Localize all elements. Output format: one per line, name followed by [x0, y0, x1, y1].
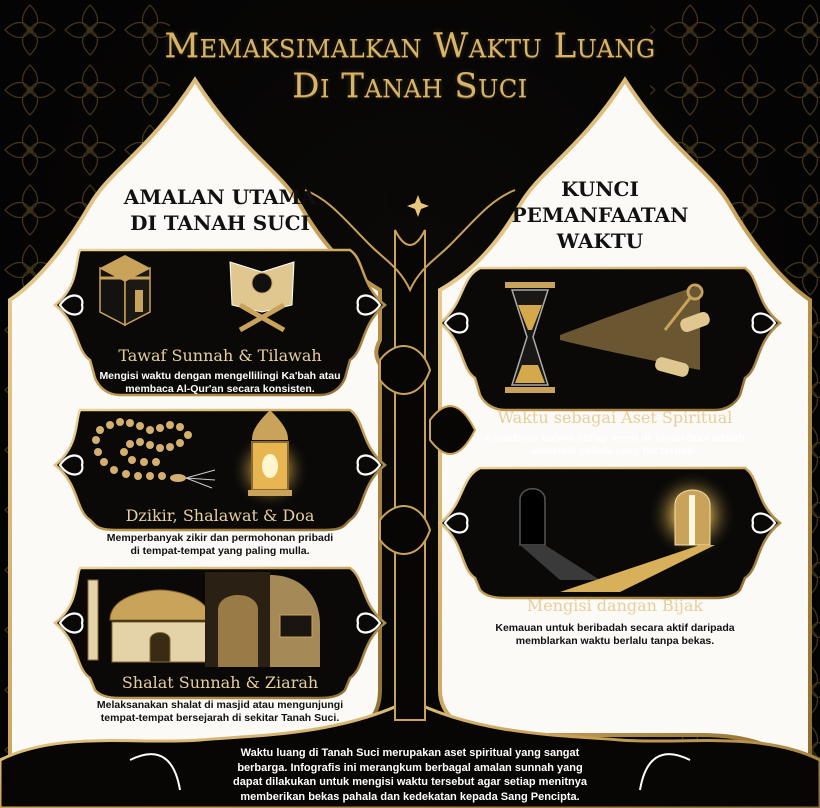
footer-line: memberikan bekas pahala dan kedekatan kepada Sang Pencipta. [240, 790, 580, 803]
card-mengisi-bijak [470, 596, 760, 656]
desc-line: Mengisi waktu dengan mengellilingi Ka'bah atau [99, 370, 341, 382]
card-dzikir-shalawat-doa [80, 506, 360, 566]
card-title: Tawaf Sunnah & Tilawah [118, 346, 322, 365]
footer-line: berbarga. Infografis ini merangkum berbagal amalan sunnah yang [237, 761, 583, 774]
desc-line: membaca Al-Qur'an secara konsisten. [125, 383, 315, 395]
card-description [80, 699, 360, 725]
footer-line: dapat dilakukan untuk mengisi waktu tersebut agar setiap menitnya [233, 776, 587, 788]
desc-line: Kesadaran bahwa setiap menit di Tanah Suci adalah [484, 432, 746, 444]
card-description [80, 370, 360, 396]
card-title: Shalat Sunnah & Ziarah [121, 673, 319, 692]
footer-line: Waktu luang di Tanah Suci merupakan aset spiritual yang sangat [240, 747, 580, 759]
right-panel-heading [470, 176, 730, 254]
desc-line: Memperbanyak zikir dan permohonan pribadi [106, 532, 334, 544]
left-panel-heading [90, 184, 350, 236]
left-heading-line-1: AMALAN UTAMA [123, 185, 317, 209]
card-description [470, 432, 760, 458]
desc-line: Melaksanakan shalat di masjid atau mengunjungi [96, 699, 344, 711]
desc-line: di tempat-tempat yang paling mulla. [130, 545, 310, 557]
card-description [80, 532, 360, 558]
archway-icon [205, 572, 270, 667]
desc-line: tempat-tempat bersejarah di sekitar Tanah Suci. [100, 712, 340, 724]
right-heading-line-3: WAKTU [556, 229, 644, 253]
card-description [470, 622, 760, 648]
footer-summary [230, 746, 590, 804]
kaaba-icon [100, 255, 150, 325]
page-title [0, 26, 820, 106]
left-heading-line-2: DI TANAH SUCI [130, 211, 310, 235]
right-heading-line-2: PEMANFAATAN [511, 203, 689, 227]
right-heading-line-1: KUNCI [561, 177, 639, 201]
card-title: Mengisi dangan Bijak [526, 596, 704, 615]
desc-line: memblarkan waktu berlalu tanpa bekas. [515, 635, 715, 647]
card-title: Dzikir, Shalawat & Doa [125, 506, 315, 525]
card-tawaf-tilawah [80, 346, 360, 396]
title-line-2: Di Tanah Suci [292, 66, 528, 106]
card-title: Waktu sebagai Aset Spiritual [497, 408, 733, 427]
desc-line: investasi pahala yang tak ternitai. [531, 445, 699, 457]
title-line-1: Memaksimalkan Waktu Luang [164, 26, 656, 66]
card-waktu-aset-spiritual [470, 408, 760, 458]
glowing-door-icon [647, 470, 737, 560]
card-shalat-ziarah [80, 673, 360, 733]
desc-line: Kemauan untuk beribadah secara aktif daripada [495, 622, 735, 634]
